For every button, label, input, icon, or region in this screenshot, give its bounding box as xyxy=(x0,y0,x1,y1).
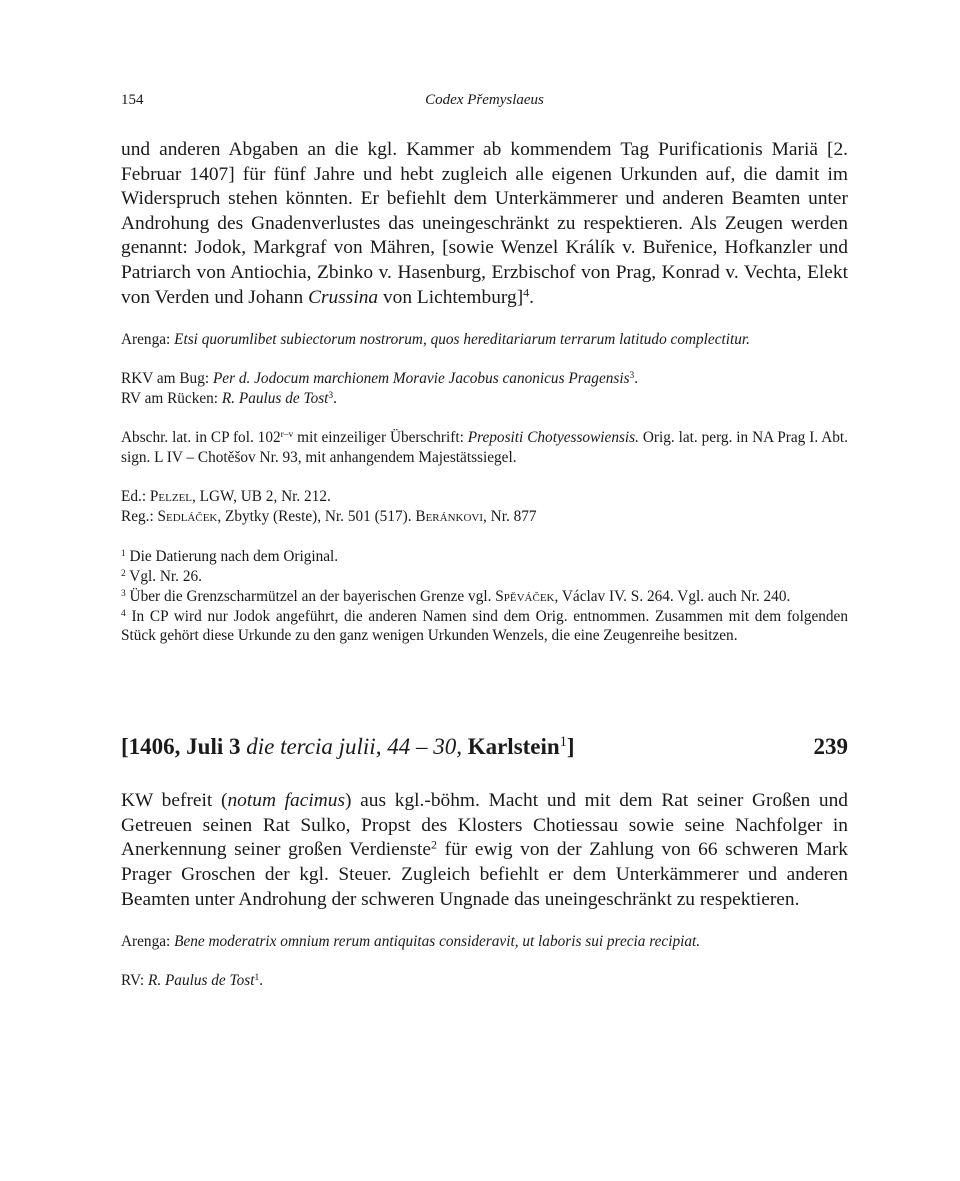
footnote xyxy=(121,547,848,567)
reg-rest: , Nr. 877 xyxy=(483,508,537,526)
rv-period: . xyxy=(259,972,264,990)
page xyxy=(121,92,848,991)
reg-author: Sedláček xyxy=(157,508,218,526)
rkv-note xyxy=(121,369,848,389)
footnote-author: Spěváček xyxy=(495,587,555,605)
regest-text: und anderen Abgaben an die kgl. Kammer ab kommendem Tag Purificationis Mariä [2. Februar 1407] für fünf Jahre und hebt zugleich alle eigenen Urkunden auf, die damit im Widerspruch stehen könnten. Er befiehlt dem Unterkämmerer und anderen Beamten unter Androhung des Gnadenverlustes das uneingeschränkt zu respektieren. Als Zeugen werden genannt: Jodok, Markgraf von Mähren, [sowie Wenzel Králík v. Buřenice, Hofkanzler und Patriarch von Antiochia, Zbinko v. Hasenburg, Erzbischof von Prag, Konrad v. Vechta, Elekt von Verden und Johann xyxy=(121,139,848,308)
rkv-text: Per d. Jodocum marchionem Moravie Jacobus canonicus Pragensis xyxy=(212,370,630,388)
arenga-text: Bene moderatrix omnium rerum antiquitas consideravit, ut laboris sui precia recipiat. xyxy=(174,933,701,951)
regest-line xyxy=(121,507,848,527)
footnote-ref: 3 xyxy=(629,370,635,381)
footnote xyxy=(121,567,848,587)
arenga-label: Arenga: xyxy=(121,933,175,951)
rv-note-2 xyxy=(121,971,848,991)
footnote-ref: 2 xyxy=(431,837,438,852)
footnote-ref: 4 xyxy=(523,284,530,299)
rkv-period: . xyxy=(634,370,639,388)
footnote-number: 4 xyxy=(121,608,126,619)
rv-text: R. Paulus de Tost xyxy=(147,972,255,990)
tradition-text: mit einzeiliger Überschrift: xyxy=(293,429,468,447)
document-date-heading xyxy=(121,734,575,760)
regest-italic: notum facimus xyxy=(227,790,345,812)
ed-author: Pelzel xyxy=(149,488,193,506)
footnote-ref: 3 xyxy=(328,390,334,401)
footnote xyxy=(121,587,848,607)
editions-block xyxy=(121,487,848,527)
tradition-text: Abschr. lat. in CP fol. 102 xyxy=(121,429,281,447)
regest-text: ) aus kgl.-böhm. Macht und mit dem Rat seiner Großen und Getreuen seinen Rat Sulko, Propst des Klosters Chotiessau sowie seine Nachfolger in Anerkennung seiner großen Verdienste xyxy=(121,790,848,861)
arenga-1 xyxy=(121,330,848,350)
registry-notes xyxy=(121,369,848,409)
regest-text-end: von Lichtemburg] xyxy=(378,286,524,308)
arenga-label: Arenga: xyxy=(121,331,175,349)
rkv-label: RKV am Bug: xyxy=(121,370,213,388)
arenga-2 xyxy=(121,932,848,952)
tradition-text: Orig. lat. perg. in NA Prag I. Abt. sign. L IV – Chotěšov Nr. 93, mit anhangendem Majestätssiegel. xyxy=(121,429,848,467)
ed-label: Ed.: xyxy=(121,488,150,506)
rv-text: R. Paulus de Tost xyxy=(221,390,329,408)
rv-label: RV am Rücken: xyxy=(121,390,222,408)
tradition-italic: Prepositi Chotyessowiensis. xyxy=(467,429,639,447)
footnote-ref: 1 xyxy=(559,734,567,751)
footnotes xyxy=(121,547,848,646)
running-title: Codex Přemyslaeus xyxy=(425,92,544,108)
document-regest xyxy=(121,789,848,912)
document-number: 239 xyxy=(813,734,848,760)
footnote-ref: 1 xyxy=(254,972,260,983)
regest-text: für ewig von der Zahlung von 66 schweren Mark Prager Groschen der kgl. Steuer. Zugleich befiehlt er dem Unterkämmerer und anderen Beamten unter Androhung der schweren Ungnade das uneingeschränkt zu respektieren. xyxy=(121,839,848,910)
footnote-number: 3 xyxy=(121,588,126,599)
rv-period: . xyxy=(333,390,337,408)
footnote-number: 1 xyxy=(121,548,126,559)
reg-label: Reg.: xyxy=(121,508,158,526)
regest-italic: Crussina xyxy=(308,286,379,308)
footnote-number: 2 xyxy=(121,568,126,579)
footnote-text: Die Datierung nach dem Original. xyxy=(125,548,339,566)
heading-date: [1406, Juli 3 xyxy=(121,734,247,760)
footnote-text: Über die Grenzscharmützel an der bayerischen Grenze vgl. xyxy=(125,587,496,605)
page-header xyxy=(121,92,848,114)
heading-latin-date: die tercia julii, 44 – 30, xyxy=(246,734,462,760)
regest-text: KW befreit ( xyxy=(121,790,228,812)
reg-author: Beránkovi xyxy=(415,508,484,526)
continued-regest xyxy=(121,138,848,310)
footnote xyxy=(121,607,848,647)
regest-period: . xyxy=(529,286,535,308)
page-number: 154 xyxy=(121,92,144,108)
rv-note xyxy=(121,389,848,409)
heading-bracket: ] xyxy=(566,734,575,760)
footnote-text: Vgl. Nr. 26. xyxy=(125,567,202,585)
rv-label: RV: xyxy=(121,972,148,990)
document-heading xyxy=(121,734,848,766)
tradition-note xyxy=(121,428,848,468)
ed-rest: , LGW, UB 2, Nr. 212. xyxy=(192,488,331,506)
heading-place: Karlstein xyxy=(461,734,560,760)
edition-line xyxy=(121,487,848,507)
footnote-text: , Václav IV. S. 264. Vgl. auch Nr. 240. xyxy=(554,587,791,605)
arenga-text: Etsi quorumlibet subiectorum nostrorum, quos hereditariarum terrarum latitudo complectitur. xyxy=(174,331,750,349)
footnote-text: In CP wird nur Jodok angeführt, die anderen Namen sind dem Orig. entnommen. Zusammen mit dem folgenden Stück gehört diese Urkunde zu den ganz wenigen Urkunden Wenzels, die eine Zeugenreihe besitzen. xyxy=(121,607,848,645)
folio-sup: r–v xyxy=(280,429,294,440)
reg-rest: , Zbytky (Reste), Nr. 501 (517). xyxy=(217,508,416,526)
